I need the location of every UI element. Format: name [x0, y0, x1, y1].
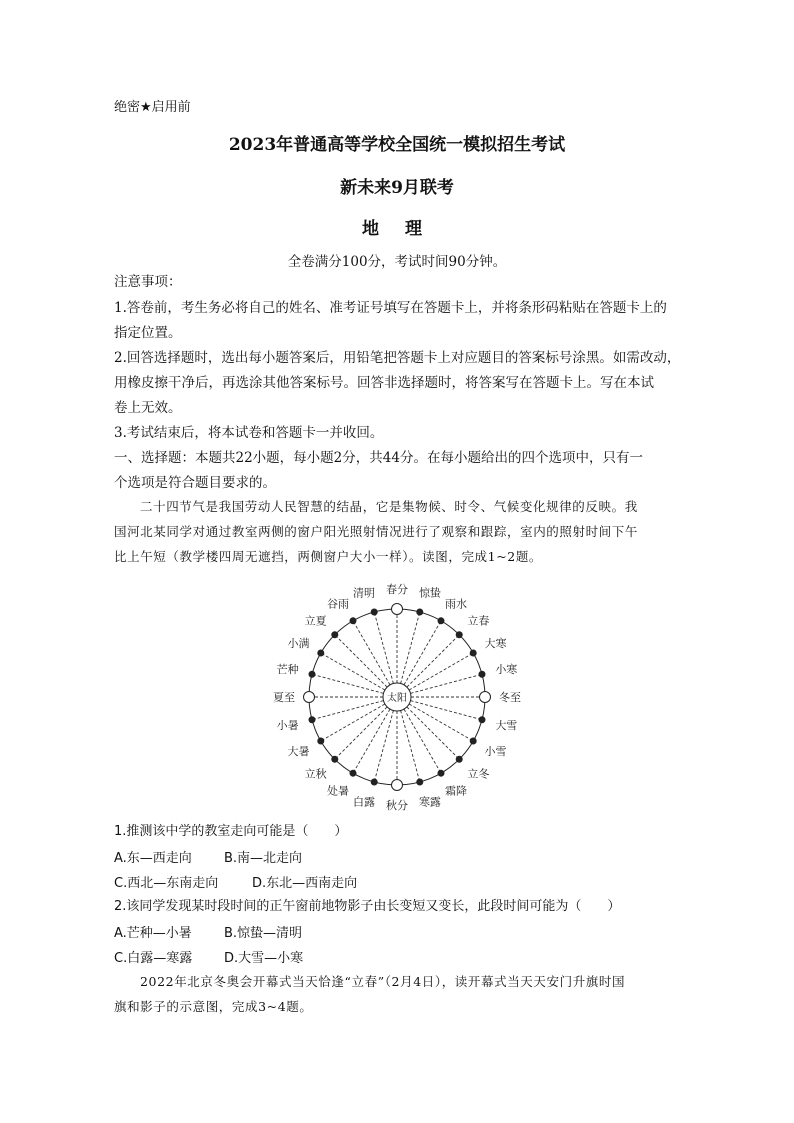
term-marker — [470, 738, 476, 744]
subject-title: 地 理 — [362, 219, 432, 239]
term-marker — [456, 756, 462, 762]
term-label: 冬至 — [499, 691, 521, 704]
term-marker — [392, 780, 403, 791]
term-marker — [417, 779, 423, 785]
term-label: 雨水 — [445, 597, 467, 611]
term-label: 春分 — [386, 583, 408, 596]
note-3: 3.考试结束后，将本试卷和答题卡一并收回。 — [114, 425, 384, 441]
material-1-line-1: 二十四节气是我国劳动人民智慧的结晶，它是集物候、时令、气候变化规律的反映。我 — [140, 499, 638, 514]
term-label: 寒露 — [418, 795, 441, 809]
term-label: 立秋 — [304, 767, 327, 781]
term-label: 立冬 — [467, 767, 490, 781]
term-marker — [479, 671, 485, 677]
term-marker — [309, 671, 315, 677]
solar-terms-diagram — [258, 582, 538, 812]
material-2-line-1: 2022年北京冬奥会开幕式当天恰逢“立春”（2月4日），读开幕式当天天安门升旗时国 — [140, 974, 626, 989]
term-marker — [371, 779, 377, 785]
term-ray — [374, 612, 393, 683]
term-ray — [335, 707, 387, 759]
term-marker — [350, 618, 356, 624]
term-ray — [312, 674, 383, 693]
term-marker — [318, 650, 324, 656]
q2-option-b: B.惊蛰—清明 — [224, 926, 303, 941]
term-marker — [332, 632, 338, 638]
term-label: 白露 — [353, 795, 376, 809]
term-marker — [438, 770, 444, 776]
q1-option-a: A.东—西走向 — [114, 851, 192, 866]
term-label: 谷雨 — [327, 597, 349, 611]
term-ray — [335, 635, 387, 687]
term-marker — [371, 609, 377, 615]
question-2-stem: 2.该同学发现某时段时间的正午窗前地物影子由长变短又变长，此段时间可能为（ ） — [114, 899, 621, 914]
score-note: 全卷满分100分，考试时间90分钟。 — [287, 254, 507, 270]
term-marker — [309, 717, 315, 723]
term-marker — [304, 692, 315, 703]
term-marker — [470, 650, 476, 656]
term-label: 小满 — [287, 637, 310, 650]
section-1-intro-line-1: 一、选择题：本题共22小题，每小题2分，共44分。在每小题给出的四个选项中，只有一 — [114, 450, 643, 466]
question-1-stem: 1.推测该中学的教室走向可能是（ ） — [114, 824, 348, 839]
term-marker — [318, 738, 324, 744]
term-ray — [401, 711, 420, 782]
q1-option-d: D.东北—西南走向 — [252, 876, 358, 891]
term-ray — [407, 635, 459, 687]
term-ray — [407, 707, 459, 759]
term-marker — [438, 618, 444, 624]
exam-title: 2023年普通高等学校全国统一模拟招生考试 — [228, 135, 566, 155]
term-marker — [456, 632, 462, 638]
term-ray — [411, 701, 482, 720]
term-label: 处暑 — [327, 784, 349, 798]
section-1-intro-line-2: 个选项是符合题目要求的。 — [114, 475, 276, 491]
term-ray — [374, 711, 393, 782]
term-label: 大暑 — [287, 745, 310, 758]
term-label: 秋分 — [386, 799, 408, 812]
term-label: 芒种 — [276, 663, 299, 677]
note-2-line-1: 2.回答选择题时，选出每小题答案后，用铅笔把答题卡上对应题目的答案标号涂黑。如需改动， — [114, 350, 681, 366]
term-label: 清明 — [353, 586, 376, 600]
material-1-line-2: 国河北某同学对通过教室两侧的窗户阳光照射情况进行了观察和跟踪，室内的照射时间下午 — [114, 524, 639, 539]
note-2-line-3: 卷上无效。 — [114, 400, 182, 416]
term-label: 小雪 — [484, 745, 507, 758]
term-ray — [312, 701, 383, 720]
term-marker — [479, 717, 485, 723]
material-2-line-2: 旗和影子的示意图，完成3~4题。 — [114, 999, 313, 1014]
term-marker — [332, 756, 338, 762]
term-marker — [480, 692, 491, 703]
term-label: 小暑 — [276, 718, 299, 732]
term-label: 立春 — [467, 614, 490, 628]
notes-heading: 注意事项： — [114, 274, 182, 290]
term-label: 小寒 — [495, 663, 518, 677]
term-marker — [417, 609, 423, 615]
q2-option-c: C.白露—寒露 — [114, 951, 193, 966]
term-label: 立夏 — [304, 614, 327, 628]
term-ray — [401, 612, 420, 683]
q1-option-c: C.西北—东南走向 — [114, 876, 219, 891]
term-label: 夏至 — [273, 691, 295, 704]
sun-label: 太阳 — [387, 693, 407, 704]
q1-option-b: B.南—北走向 — [224, 851, 303, 866]
term-label: 大寒 — [484, 637, 507, 650]
note-1-line-2: 指定位置。 — [114, 325, 182, 341]
exam-subtitle: 新未来9月联考 — [340, 178, 454, 198]
material-1-line-3: 比上午短（教学楼四周无遮挡，两侧窗户大小一样）。读图，完成1~2题。 — [114, 549, 543, 564]
term-label: 霜降 — [445, 784, 467, 798]
term-label: 大雪 — [495, 718, 518, 732]
term-ray — [411, 674, 482, 693]
term-marker — [392, 604, 403, 615]
term-marker — [350, 770, 356, 776]
note-1-line-1: 1.答卷前，考生务必将自己的姓名、准考证号填写在答题卡上，并将条形码粘贴在答题卡上的 — [114, 300, 667, 316]
term-label: 惊蛰 — [418, 586, 441, 600]
note-2-line-2: 用橡皮擦干净后，再选涂其他答案标号。回答非选择题时，将答案写在答题卡上。写在本试 — [114, 375, 654, 391]
q2-option-d: D.大雪—小寒 — [224, 951, 304, 966]
confidential-label: 绝密★启用前 — [114, 100, 191, 115]
q2-option-a: A.芒种—小暑 — [114, 926, 192, 941]
